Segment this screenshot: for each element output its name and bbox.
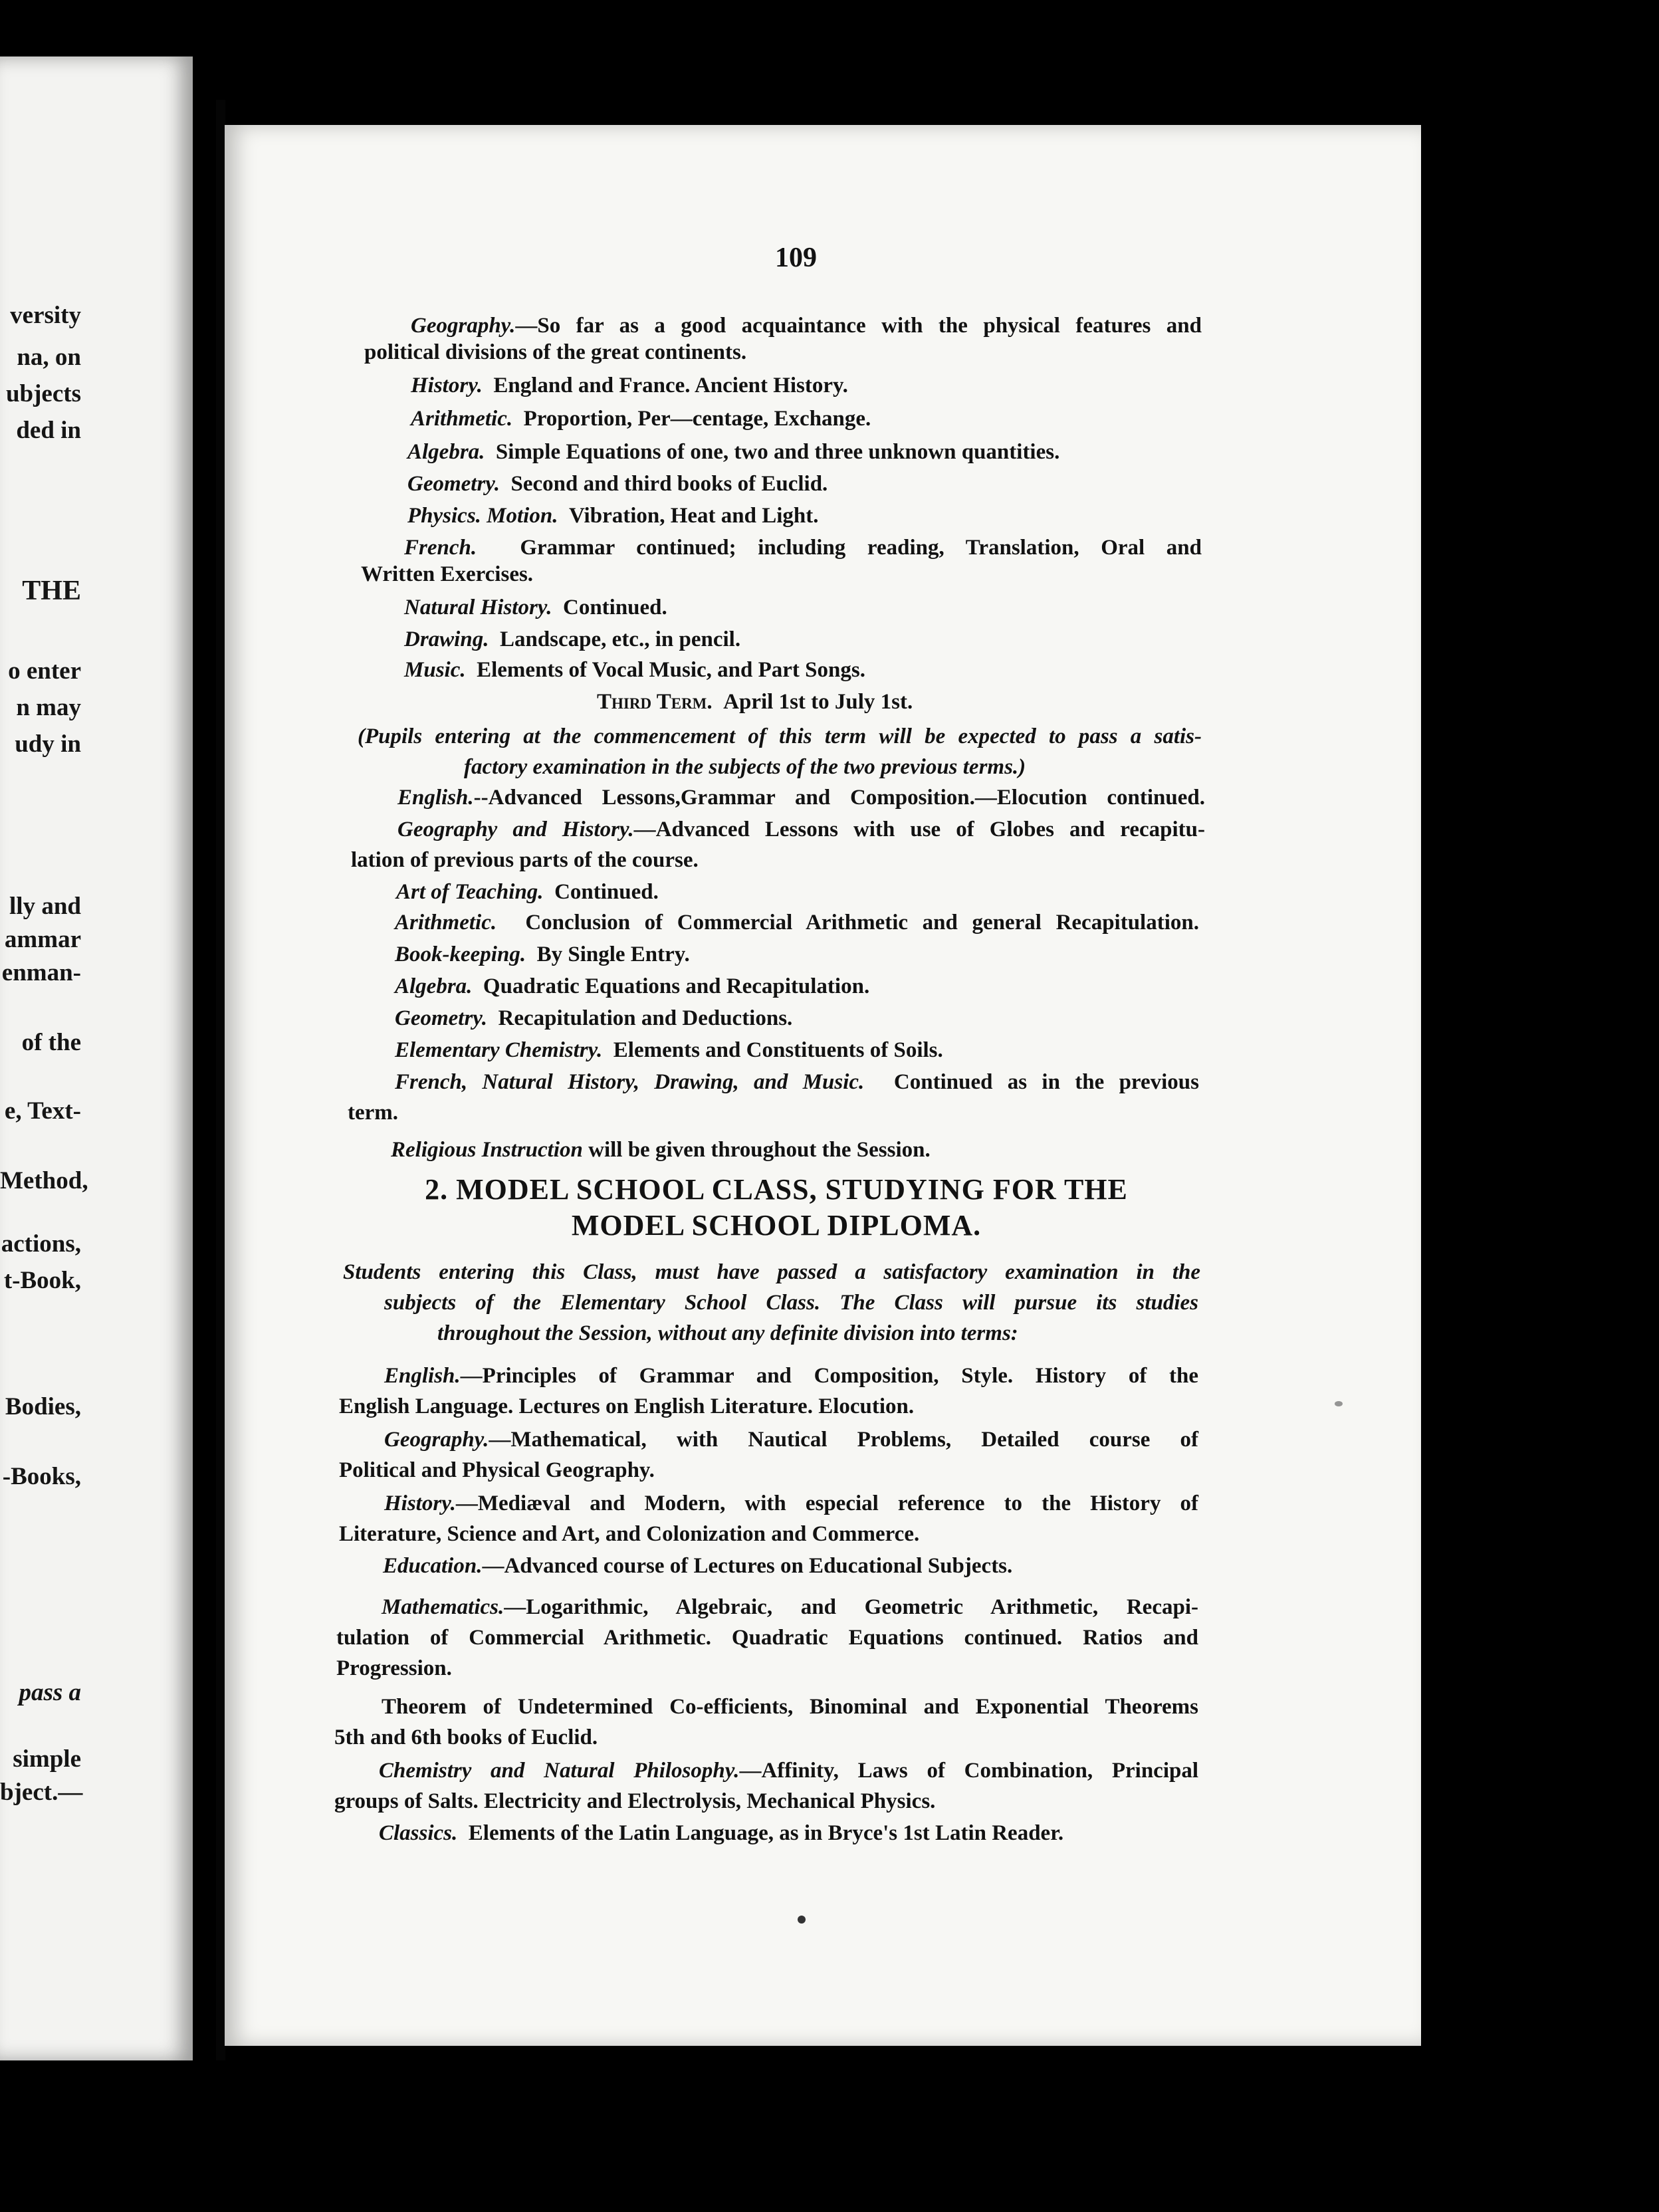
subject-label: Mathematics. — [382, 1595, 504, 1619]
line-history — [411, 372, 848, 399]
left-fragment: pass a — [19, 1679, 81, 1706]
subject-label: Arithmetic. — [395, 911, 497, 935]
line-text: term. — [348, 1101, 399, 1125]
subject-label: Geometry. — [395, 1006, 487, 1030]
line-text: Continued as in the previous — [893, 1070, 1199, 1094]
line-text: —Mediæval and Modern, with especial reference to the History of — [455, 1492, 1198, 1515]
subject-label: History. — [411, 374, 483, 397]
line-text: —Affinity, Laws of Combination, Principal — [739, 1759, 1199, 1783]
left-fragment: na, on — [17, 344, 81, 371]
subject-label: Music. — [404, 658, 466, 682]
subject-label: Elementary Chemistry. — [395, 1038, 603, 1062]
line-text: —Principles of Grammar and Composition, Style. History of the — [460, 1364, 1198, 1388]
main-page — [225, 125, 1421, 2046]
line-algebra-2 — [395, 973, 869, 1000]
left-fragment: -Books, — [2, 1463, 81, 1490]
line-english — [397, 784, 1205, 811]
subject-label: Art of Teaching. — [396, 880, 544, 904]
line-algebra — [407, 439, 1059, 465]
left-fragment: actions, — [1, 1230, 81, 1258]
line-text: groups of Salts. Electricity and Electrolysis, Mechanical Physics. — [334, 1789, 936, 1813]
subject-label: English. — [384, 1364, 461, 1388]
subject-label: Geography and History. — [397, 818, 634, 841]
line-geography-2 — [384, 1426, 1198, 1453]
subject-label: French, Natural History, Drawing, and Music. — [395, 1070, 865, 1094]
subject-label: Geography. — [411, 314, 516, 338]
subject-label: Geometry. — [407, 472, 500, 496]
line-geography — [411, 312, 1202, 339]
subject-label: Religious Instruction — [391, 1138, 583, 1162]
left-fragment: udy in — [15, 730, 81, 758]
line-text: —Mathematical, with Nautical Problems, Detailed course of — [489, 1428, 1198, 1452]
line-text: By Single Entry. — [536, 942, 690, 966]
left-fragment: ammar — [4, 926, 81, 953]
section-note: throughout the Session, without any definite division into terms: — [437, 1321, 1018, 1345]
section-note: subjects of the Elementary School Class. The Class will pursue its studies — [384, 1291, 1198, 1315]
left-fragment: lly and — [9, 893, 81, 920]
subject-label: Natural History. — [404, 596, 552, 619]
line-french — [404, 534, 1202, 561]
subject-label: Classics. — [379, 1821, 458, 1845]
line-text: Second and third books of Euclid. — [510, 472, 828, 496]
left-fragment: o enter — [8, 657, 81, 685]
line-text: Continued. — [554, 880, 659, 904]
line-text: —Logarithmic, Algebraic, and Geometric Arithmetic, Recapi- — [504, 1595, 1198, 1619]
line-geometry-2 — [395, 1005, 792, 1032]
line-elementary-chemistry — [395, 1037, 943, 1063]
line-text: --Advanced Lessons,Grammar and Composition.—Elocution continued. — [473, 786, 1205, 810]
subject-label: Drawing. — [404, 627, 489, 651]
line-text: Continued. — [562, 596, 667, 619]
line-geometry — [407, 471, 828, 497]
line-music — [404, 657, 865, 683]
subject-label: Book-keeping. — [395, 942, 526, 966]
section-note: Students entering this Class, must have passed a satisfactory examination in the — [343, 1260, 1200, 1284]
subject-label: Education. — [383, 1554, 483, 1578]
line-text: Proportion, Per—centage, Exchange. — [523, 407, 871, 431]
subject-label: Algebra. — [407, 440, 485, 464]
line-religious-instruction — [391, 1137, 931, 1163]
line-classics — [379, 1820, 1063, 1846]
line-drawing — [404, 626, 740, 653]
line-text: Elements of the Latin Language, as in Bryce's 1st Latin Reader. — [468, 1821, 1064, 1845]
left-fragment: t-Book, — [3, 1267, 81, 1294]
left-fragment: n may — [16, 694, 81, 721]
line-text: 5th and 6th books of Euclid. — [334, 1725, 598, 1749]
line-text: Written Exercises. — [361, 562, 534, 586]
line-education — [383, 1553, 1012, 1579]
line-history-2 — [384, 1490, 1198, 1517]
term-note: (Pupils entering at the commencement of this term will be expected to pass a satis- — [358, 724, 1202, 748]
subject-label: English. — [397, 786, 474, 810]
line-art-of-teaching — [396, 879, 659, 905]
subject-label: Chemistry and Natural Philosophy. — [379, 1759, 740, 1783]
term-note: factory examination in the subjects of the two previous terms.) — [464, 755, 1026, 779]
line-text: lation of previous parts of the course. — [351, 848, 699, 872]
line-geography-history — [397, 816, 1205, 843]
binding-gutter — [216, 100, 225, 2060]
left-fragment: ubjects — [5, 380, 81, 407]
line-text: Simple Equations of one, two and three unknown quantities. — [495, 440, 1060, 464]
line-text: Landscape, etc., in pencil. — [499, 627, 741, 651]
section-heading: MODEL SCHOOL DIPLOMA. — [571, 1209, 982, 1242]
line-physics — [407, 502, 819, 529]
subject-label: Arithmetic. — [411, 407, 513, 431]
ink-speck — [798, 1916, 806, 1924]
line-arithmetic-2 — [395, 909, 1199, 936]
subject-label: History. — [384, 1492, 456, 1515]
show-through-speck — [1335, 1401, 1343, 1406]
left-fragment: e, Text- — [4, 1097, 81, 1125]
line-text: political divisions of the great continents. — [364, 340, 747, 364]
line-english-2 — [384, 1363, 1198, 1389]
term-heading — [597, 689, 913, 715]
left-fragment: bject.— — [0, 1779, 83, 1806]
subject-label: Algebra. — [395, 974, 473, 998]
term-label: Third Term. — [597, 690, 713, 714]
line-text: Literature, Science and Art, and Colonization and Commerce. — [339, 1522, 920, 1546]
line-french-etc — [395, 1069, 1199, 1095]
line-text: —Advanced course of Lectures on Educational Subjects. — [482, 1554, 1013, 1578]
line-text: —Advanced Lessons with use of Globes and recapitu- — [633, 818, 1205, 841]
left-page-fragment — [0, 56, 193, 2060]
line-mathematics — [382, 1594, 1198, 1620]
left-fragment: of the — [21, 1029, 81, 1056]
left-fragment: ded in — [16, 417, 81, 444]
left-fragment: versity — [10, 302, 81, 329]
line-book-keeping — [395, 941, 690, 968]
line-text: Quadratic Equations and Recapitulation. — [483, 974, 870, 998]
line-text: Grammar continued; including reading, Translation, Oral and — [520, 536, 1202, 560]
line-text: will be given throughout the Session. — [588, 1138, 931, 1162]
line-text: —So far as a good acquaintance with the physical features and — [515, 314, 1202, 338]
page-number: 109 — [775, 243, 817, 273]
line-text: Elements and Constituents of Soils. — [613, 1038, 943, 1062]
line-text: Progression. — [336, 1656, 452, 1680]
left-fragment: enman- — [1, 959, 81, 986]
left-fragment: Method, — [0, 1167, 88, 1194]
line-text: Elements of Vocal Music, and Part Songs. — [477, 658, 865, 682]
term-dates: April 1st to July 1st. — [723, 690, 913, 714]
section-heading: 2. MODEL SCHOOL CLASS, STUDYING FOR THE — [425, 1173, 1128, 1206]
line-text: English Language. Lectures on English Literature. Elocution. — [339, 1394, 915, 1418]
left-fragment: simple — [13, 1745, 81, 1773]
line-text: tulation of Commercial Arithmetic. Quadratic Equations continued. Ratios and — [336, 1626, 1198, 1650]
line-chemistry-natural-philosophy — [379, 1757, 1198, 1784]
subject-label: French. — [404, 536, 477, 560]
line-text: Political and Physical Geography. — [339, 1458, 655, 1482]
line-text: Conclusion of Commercial Arithmetic and general Recapitulation. — [525, 911, 1199, 935]
line-text: Vibration, Heat and Light. — [568, 504, 819, 528]
subject-label: Geography. — [384, 1428, 489, 1452]
line-natural-history — [404, 594, 667, 621]
subject-label: Physics. Motion. — [407, 504, 558, 528]
left-fragment: THE — [22, 576, 81, 606]
line-text: England and France. Ancient History. — [493, 374, 848, 397]
line-arithmetic — [411, 405, 871, 432]
left-fragment: Bodies, — [5, 1393, 81, 1420]
line-text: Recapitulation and Deductions. — [498, 1006, 793, 1030]
line-text: Theorem of Undetermined Co-efficients, Binominal and Exponential Theorems — [382, 1695, 1198, 1719]
